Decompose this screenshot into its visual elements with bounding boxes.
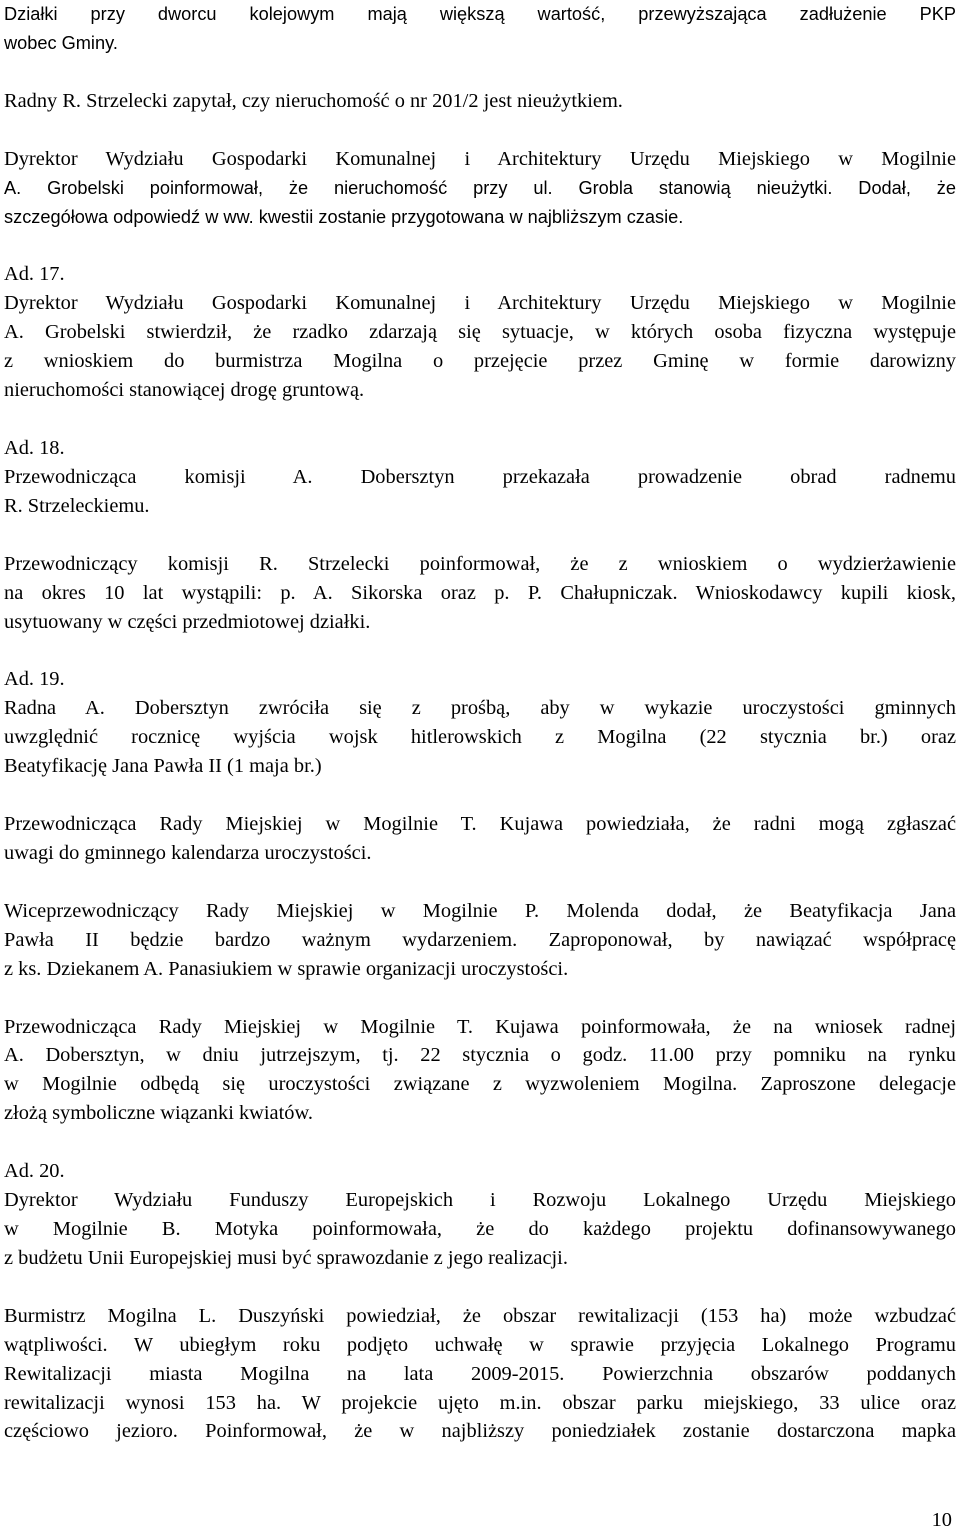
text-run: A. Grobelski poinformował, że nieruchomość przy ul. Grobla stanowią nieużytki. Dodał, że (4, 177, 956, 198)
paragraph-strzelecki-question (4, 87, 956, 116)
paragraph-ad-17 (4, 260, 956, 405)
document-page (4, 0, 956, 1475)
text-line: Przewodnicząca Rady Miejskiej w Mogilnie T. Kujawa poinformowała, że na wniosek radnej (4, 1015, 956, 1038)
text-line: w Mogilnie B. Motyka poinformowała, że do każdego projektu dofinansowywanego (4, 1218, 956, 1240)
text-line: Dyrektor Wydziału Funduszy Europejskich i Rozwoju Lokalnego Urzędu Miejskiego (4, 1189, 956, 1212)
text-line: rewitalizacji wynosi 153 ha. W projekcie ujęto m.in. obszar parku miejskiego, 33 ulice oraz (4, 1391, 956, 1414)
text-line: Przewodniczący komisji R. Strzelecki poinformował, że z wnioskiem o wydzierżawienie (4, 552, 956, 575)
text-line: z ks. Dziekanem A. Panasiukiem w sprawie organizacji uroczystości. (4, 957, 569, 980)
text-line: usytuowany w części przedmiotowej działki. (4, 610, 371, 633)
paragraph-ad-19 (4, 665, 956, 781)
text-line: wobec Gminy. (4, 32, 118, 53)
text-line: Radna A. Dobersztyn zwróciła się z prośbą, aby w wykazie uroczystości gminnych (4, 697, 956, 720)
paragraph-molenda (4, 897, 956, 984)
text-line: Burmistrz Mogilna L. Duszyński powiedział, że obszar rewitalizacji (153 ha) może wzbudzać (4, 1304, 956, 1327)
text-line: R. Strzeleckiemu. (4, 494, 150, 517)
text-line: uwzględnić rocznicę wyjścia wojsk hitlerowskich z Mogilna (22 stycznia br.) oraz (4, 726, 956, 749)
section-heading: Ad. 19. (4, 668, 65, 691)
text-run: szczegółowa odpowiedź w ww. (4, 206, 259, 227)
paragraph-kujawa-kalendarz (4, 810, 956, 868)
text-run: Dyrektor Wydziału Gospodarki Komunalnej i Architektury Urzędu Miejskiego w Mogilnie (4, 147, 956, 170)
text-line: na okres 10 lat wystąpili: p. A. Sikorska oraz p. P. Chałupniczak. Wnioskodawcy kupili kiosk, (4, 581, 956, 604)
section-heading: Ad. 17. (4, 263, 65, 286)
paragraph-duszynski (4, 1302, 956, 1447)
paragraph-dzierzawa (4, 550, 956, 637)
text-line: Radny R. Strzelecki zapytał, czy nieruchomość o nr 201/2 jest nieużytkiem. (4, 89, 623, 112)
text-line: Przewodnicząca Rady Miejskiej w Mogilnie T. Kujawa powiedziała, że radni mogą zgłaszać (4, 813, 956, 836)
text-line: nieruchomości stanowiącej drogę gruntową. (4, 379, 365, 402)
text-line: uwagi do gminnego kalendarza uroczystości. (4, 841, 372, 864)
text-line: A. Grobelski stwierdził, że rzadko zdarzają się sytuacje, w których osoba fizyczna występuje (4, 321, 956, 344)
text-line: Beatyfikację Jana Pawła II (1 maja br.) (4, 755, 322, 778)
text-run: kwestii zostanie przygotowana w najbliższym czasie. (258, 206, 684, 227)
page-number: 10 (931, 1509, 952, 1531)
section-heading: Ad. 20. (4, 1160, 65, 1183)
paragraph-kujawa-uroczystosci (4, 1013, 956, 1129)
section-heading: Ad. 18. (4, 436, 65, 459)
text-line: Wiceprzewodniczący Rady Miejskiej w Mogilnie P. Molenda dodał, że Beatyfikacja Jana (4, 899, 956, 922)
text-line: złożą symboliczne wiązanki kwiatów. (4, 1102, 313, 1125)
text-line: A. Dobersztyn, w dniu jutrzejszym, tj. 22 stycznia o godz. 11.00 przy pomniku na rynku (4, 1044, 956, 1067)
text-line: Przewodnicząca komisji A. Dobersztyn przekazała prowadzenie obrad radnemu (4, 465, 956, 488)
text-line (4, 174, 956, 203)
text-line: wątpliwości. W ubiegłym roku podjęto uchwałę w sprawie przyjęcia Lokalnego Programu (4, 1333, 956, 1356)
text-line: Dyrektor Wydziału Gospodarki Komunalnej i Architektury Urzędu Miejskiego w Mogilnie (4, 292, 956, 315)
paragraph-dzialki (4, 0, 956, 58)
text-line (4, 203, 956, 232)
text-line: z wnioskiem do burmistrza Mogilna o przejęcie przez Gminę w formie darowizny (4, 350, 956, 373)
paragraph-grobelski-answer (4, 145, 956, 232)
text-line: Pawła II będzie bardzo ważnym wydarzeniem. Zaproponował, by nawiązać współpracę (4, 928, 956, 951)
text-line: Działki przy dworcu kolejowym mają większą wartość, przewyższająca zadłużenie PKP (4, 4, 956, 24)
paragraph-ad-20 (4, 1157, 956, 1273)
text-line: w Mogilnie odbędą się uroczystości związane z wyzwoleniem Mogilna. Zaproszone delegacje (4, 1073, 956, 1096)
paragraph-ad-18 (4, 434, 956, 521)
text-line: z budżetu Unii Europejskiej musi być sprawozdanie z jego realizacji. (4, 1246, 568, 1269)
text-line: częściowo jezioro. Poinformował, że w najbliższy poniedziałek zostanie dostarczona mapka (4, 1420, 956, 1443)
text-line: Rewitalizacji miasta Mogilna na lata 2009-2015. Powierzchnia obszarów poddanych (4, 1362, 956, 1385)
text-line (4, 145, 956, 174)
